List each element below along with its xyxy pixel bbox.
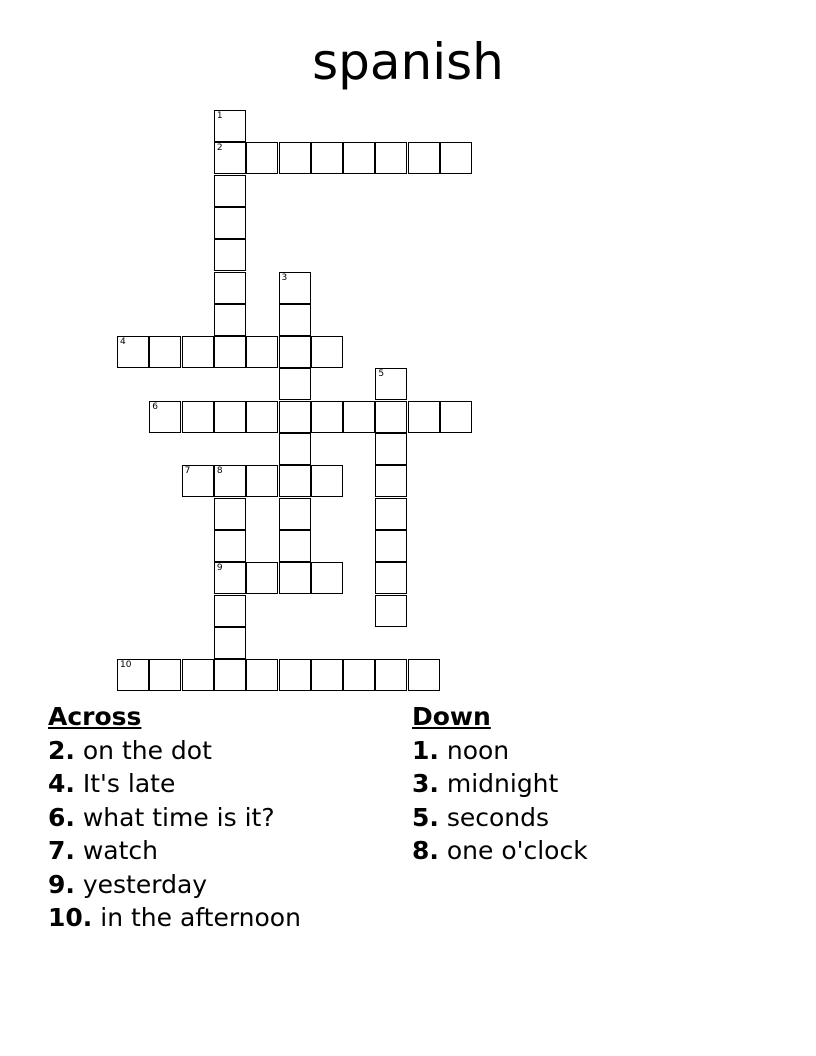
grid-cell[interactable]: [246, 465, 278, 497]
grid-cell[interactable]: [279, 272, 311, 304]
clue-text: what time is it?: [82, 802, 275, 832]
cell-number: 9: [216, 563, 223, 574]
clue-across-9: [48, 868, 301, 902]
down-heading: Down: [412, 702, 491, 731]
grid-cell[interactable]: [343, 401, 375, 433]
grid-cell[interactable]: [311, 562, 343, 594]
clue-number: 5.: [412, 802, 439, 832]
cell-number: 10: [120, 660, 132, 671]
page-title: spanish: [312, 33, 504, 91]
grid-cell[interactable]: [149, 336, 181, 368]
grid-cell[interactable]: [408, 142, 440, 174]
grid-cell[interactable]: [440, 401, 472, 433]
grid-cell[interactable]: [343, 142, 375, 174]
grid-cell[interactable]: [182, 401, 214, 433]
clue-number: 2.: [48, 735, 75, 765]
grid-cell[interactable]: [214, 272, 246, 304]
grid-cell[interactable]: [214, 562, 246, 594]
grid-cell[interactable]: [214, 142, 246, 174]
grid-cell[interactable]: [214, 304, 246, 336]
grid-cell[interactable]: [214, 627, 246, 659]
cell-number: 6: [152, 401, 159, 412]
clue-number: 9.: [48, 869, 75, 899]
grid-cell[interactable]: [279, 433, 311, 465]
grid-cell[interactable]: [279, 465, 311, 497]
clue-text: midnight: [446, 769, 559, 798]
clue-text: noon: [446, 735, 510, 765]
grid-cell[interactable]: [311, 401, 343, 433]
grid-cell[interactable]: [279, 659, 311, 691]
grid-cell[interactable]: [246, 659, 278, 691]
grid-cell[interactable]: [375, 142, 407, 174]
clue-number: 4.: [48, 769, 75, 798]
grid-cell[interactable]: [311, 142, 343, 174]
grid-cell[interactable]: [408, 659, 440, 691]
clue-down-5: [412, 801, 588, 835]
grid-cell[interactable]: [214, 659, 246, 691]
clue-down-3: [412, 767, 588, 801]
grid-cell[interactable]: [279, 142, 311, 174]
clue-text: one o'clock: [446, 836, 588, 865]
clue-text: in the afternoon: [100, 903, 301, 932]
grid-cell[interactable]: [246, 401, 278, 433]
grid-cell[interactable]: [214, 336, 246, 368]
clue-text: on the dot: [82, 735, 212, 765]
grid-cell[interactable]: [149, 659, 181, 691]
grid-cell[interactable]: [311, 659, 343, 691]
grid-cell[interactable]: [117, 659, 149, 691]
grid-cell[interactable]: [279, 562, 311, 594]
grid-cell[interactable]: [182, 659, 214, 691]
grid-cell[interactable]: [246, 142, 278, 174]
clue-number: 8.: [412, 836, 439, 865]
grid-cell[interactable]: [214, 401, 246, 433]
clue-down-1: [412, 734, 588, 768]
grid-cell[interactable]: [149, 401, 181, 433]
grid-cell[interactable]: [375, 368, 407, 400]
cell-number: 3: [281, 272, 288, 283]
clue-across-2: [48, 734, 301, 768]
grid-cell[interactable]: [214, 239, 246, 271]
clue-across-10: [48, 901, 301, 935]
grid-cell[interactable]: [311, 465, 343, 497]
clue-text: seconds: [446, 802, 550, 832]
clue-number: 3.: [412, 769, 439, 798]
down-clues: [412, 700, 588, 868]
grid-cell[interactable]: [375, 562, 407, 594]
cell-number: 1: [216, 111, 223, 121]
grid-cell[interactable]: [182, 465, 214, 497]
clue-text: It's late: [82, 769, 176, 798]
grid-cell[interactable]: [279, 336, 311, 368]
grid-cell[interactable]: [440, 142, 472, 174]
cell-number: 8: [216, 466, 223, 477]
grid-cell[interactable]: [375, 433, 407, 465]
grid-cell[interactable]: [375, 659, 407, 691]
across-heading: Across: [48, 702, 142, 731]
grid-cell[interactable]: [214, 175, 246, 207]
clue-down-8: [412, 834, 588, 868]
grid-cell[interactable]: [375, 530, 407, 562]
cell-number: 5: [378, 369, 385, 380]
across-clues: [48, 700, 301, 935]
grid-cell[interactable]: [246, 336, 278, 368]
grid-cell[interactable]: [375, 498, 407, 530]
clue-across-7: [48, 834, 301, 868]
clue-text: yesterday: [82, 869, 208, 899]
grid-cell[interactable]: [214, 110, 246, 142]
clue-number: 7.: [48, 836, 75, 865]
grid-cell[interactable]: [182, 336, 214, 368]
clue-across-4: [48, 767, 301, 801]
grid-cell[interactable]: [214, 530, 246, 562]
grid-cell[interactable]: [117, 336, 149, 368]
grid-cell[interactable]: [214, 207, 246, 239]
grid-cell[interactable]: [279, 530, 311, 562]
clue-number: 1.: [412, 735, 439, 765]
clue-number: 6.: [48, 802, 75, 832]
grid-cell[interactable]: [214, 465, 246, 497]
cell-number: 2: [216, 143, 223, 154]
grid-cell[interactable]: [279, 368, 311, 400]
cell-number: 4: [120, 337, 126, 348]
cell-number: 7: [184, 466, 191, 477]
grid-cell[interactable]: [375, 401, 407, 433]
grid-cell[interactable]: [214, 498, 246, 530]
clue-across-6: [48, 801, 301, 835]
grid-cell[interactable]: [343, 659, 375, 691]
grid-cell[interactable]: [279, 498, 311, 530]
clue-text: watch: [82, 836, 159, 865]
grid-cell[interactable]: [408, 401, 440, 433]
grid-cell[interactable]: [311, 336, 343, 368]
grid-cell[interactable]: [375, 465, 407, 497]
clue-number: 10.: [48, 903, 93, 932]
grid-cell[interactable]: [375, 595, 407, 627]
grid-cell[interactable]: [214, 595, 246, 627]
grid-cell[interactable]: [279, 401, 311, 433]
grid-cell[interactable]: [246, 562, 278, 594]
grid-cell[interactable]: [279, 304, 311, 336]
